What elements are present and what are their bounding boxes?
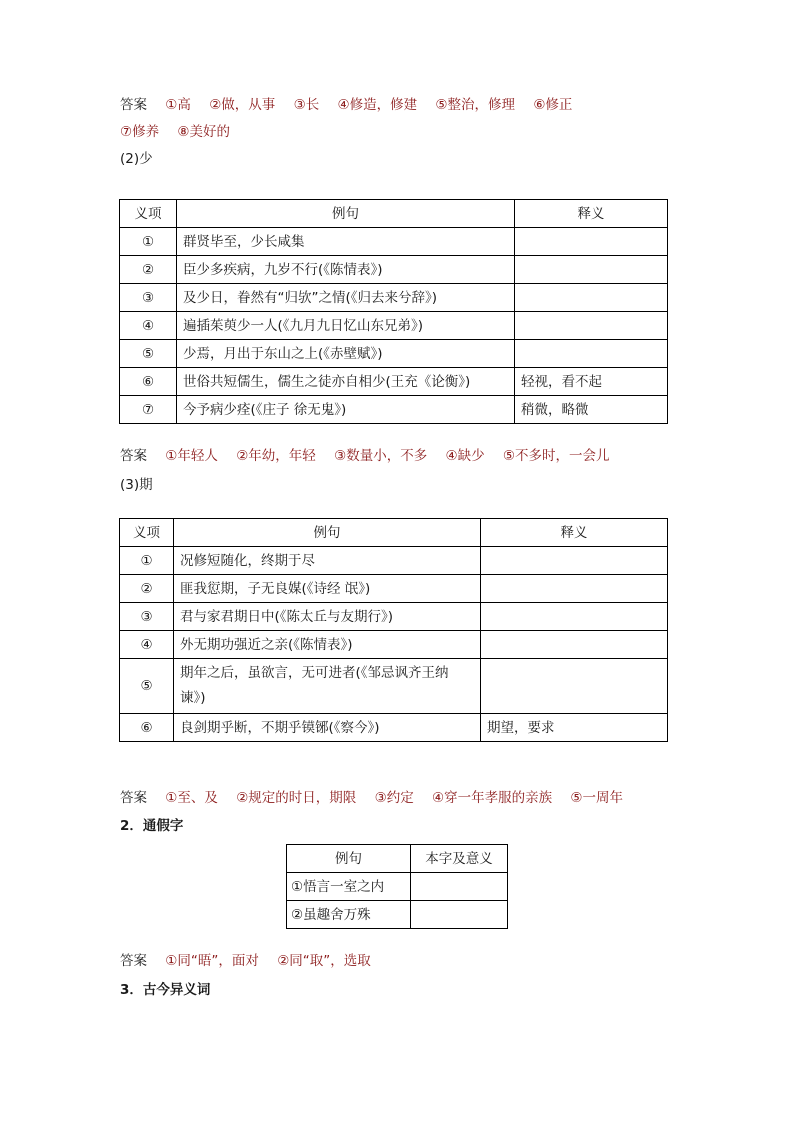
table-row [120,575,668,603]
column-header: 例句 [177,200,515,228]
row-example: 君与家君期日中(《陈太丘与友期行》) [174,603,481,631]
row-number: ⑥ [120,368,177,396]
row-meaning [515,256,668,284]
row-number: ② [120,575,174,603]
table-row [120,368,668,396]
row-example: 臣少多疾病，九岁不行(《陈情表》) [177,256,515,284]
column-header: 义项 [120,200,177,228]
row-example: 况修短随化，终期于尽 [174,547,481,575]
table-row [120,631,668,659]
heading-tongjia: 2．通假字 [120,818,184,834]
answer-item: ⑤整治，修理 [435,97,516,113]
answer-label: 答案 [120,448,147,464]
row-meaning [481,547,668,575]
row-number: ③ [120,603,174,631]
row-meaning [411,873,508,901]
row-number: ③ [120,284,177,312]
answer-item: ①同“晤”，面对 [165,953,259,969]
table-row [120,714,668,742]
row-meaning [515,340,668,368]
row-example: 今予病少痊(《庄子 徐无鬼》) [177,396,515,424]
answer-item: ④缺少 [445,448,485,464]
answer-label: 答案 [120,953,147,969]
table-row [120,603,668,631]
table-row [120,312,668,340]
row-example: 外无期功强近之亲(《陈情表》) [174,631,481,659]
row-number: ⑤ [120,340,177,368]
row-example: 世俗共短儒生，儒生之徒亦自相少(王充《论衡》) [177,368,515,396]
row-number: ② [120,256,177,284]
answer-2 [120,446,624,466]
row-number: ⑤ [120,659,174,714]
heading-gujin: 3．古今异义词 [120,982,211,998]
answer-item: ⑤一周年 [570,790,624,806]
table-row [120,256,668,284]
answer-item: ⑥修正 [533,97,573,113]
column-header: 义项 [120,519,174,547]
row-meaning [515,228,668,256]
answer-item: ②年幼，年轻 [236,448,316,464]
table-row [120,659,668,714]
row-example: 群贤毕至，少长咸集 [177,228,515,256]
answer-item: ②做，从事 [209,97,276,113]
table-row [120,284,668,312]
answer-3 [120,788,637,808]
table-tongjia [286,844,508,929]
row-example: 少焉，月出于东山之上(《赤壁赋》) [177,340,515,368]
row-meaning [481,631,668,659]
row-example: 及少日，眷然有“归欤”之情(《归去来兮辞》) [177,284,515,312]
column-header: 释义 [515,200,668,228]
answer-item: ③长 [293,97,320,113]
row-meaning [481,603,668,631]
table-row [287,901,508,929]
row-example: 期年之后，虽欲言，无可进者(《邹忌讽齐王纳谏》) [174,659,481,714]
row-meaning: 期望，要求 [481,714,668,742]
row-meaning [515,312,668,340]
table-shao [119,199,668,424]
answer-item: ②规定的时日，期限 [236,790,357,806]
row-number: ④ [120,631,174,659]
table-row [120,547,668,575]
row-meaning: 稍微，略微 [515,396,668,424]
row-meaning [411,901,508,929]
table-row [287,873,508,901]
row-number: ① [120,547,174,575]
table-row [120,340,668,368]
row-example: 良剑期乎断，不期乎镆铘(《察今》) [174,714,481,742]
row-meaning [481,659,668,714]
column-header: 释义 [481,519,668,547]
answer-item: ④穿一年孝服的亲族 [432,790,553,806]
section-title-shao: (2)少 [120,151,153,167]
row-meaning [515,284,668,312]
row-example: 遍插茱萸少一人(《九月九日忆山东兄弟》) [177,312,515,340]
row-number: ① [120,228,177,256]
answer-1-line-2 [120,122,244,142]
answer-4 [120,951,385,971]
answer-item: ①高 [165,97,191,113]
answer-item: ③约定 [374,790,414,806]
answer-item: ②同“取”，选取 [277,953,371,969]
answer-item: ⑧美好的 [177,124,231,140]
row-number: ⑥ [120,714,174,742]
answer-item: ⑦修养 [120,124,160,140]
answer-item: ⑤不多时，一会儿 [502,448,610,464]
row-example: ①悟言一室之内 [287,873,411,901]
answer-item: ④修造，修建 [337,97,418,113]
answer-item: ①至、及 [165,790,218,806]
section-title-qi: (3)期 [120,477,153,493]
column-header: 例句 [174,519,481,547]
row-meaning: 轻视，看不起 [515,368,668,396]
table-row [120,396,668,424]
row-example: 匪我愆期，子无良媒(《诗经 氓》) [174,575,481,603]
column-header: 例句 [287,845,411,873]
row-number: ④ [120,312,177,340]
answer-label: 答案 [120,97,147,113]
column-header: 本字及意义 [411,845,508,873]
table-row [120,228,668,256]
answer-item: ①年轻人 [165,448,218,464]
answer-label: 答案 [120,790,147,806]
row-number: ⑦ [120,396,177,424]
row-meaning [481,575,668,603]
table-qi [119,518,668,742]
answer-item: ③数量小，不多 [334,448,428,464]
row-example: ②虽趣舍万殊 [287,901,411,929]
answer-1-line-1 [120,95,586,115]
